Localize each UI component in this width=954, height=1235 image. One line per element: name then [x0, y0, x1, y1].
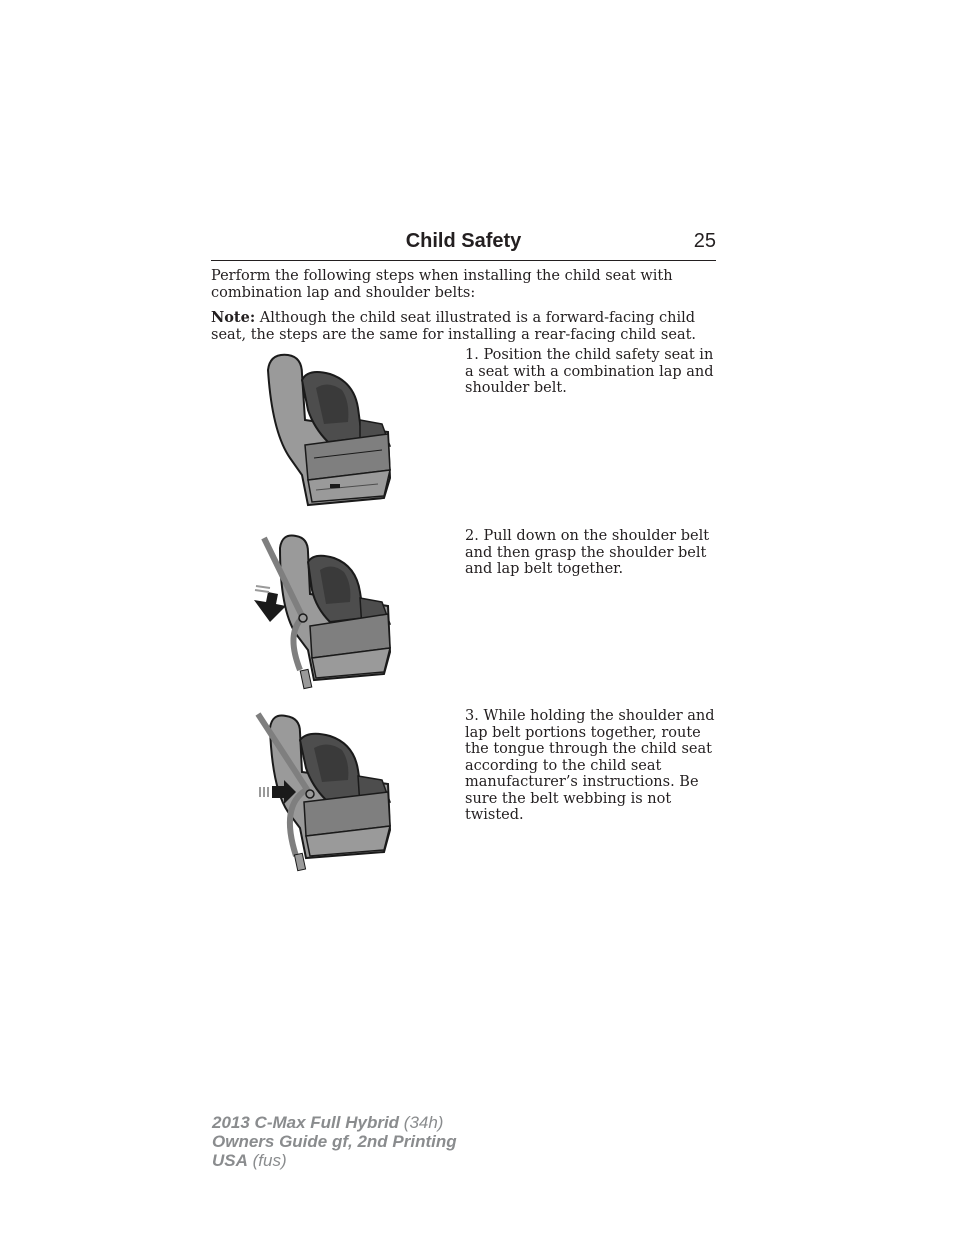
note-text: Although the child seat illustrated is a forward-facing child seat, the steps are the same for installing a rear-facing child seat. [211, 310, 697, 343]
page-number: 25 [693, 230, 716, 252]
page-header [211, 230, 716, 261]
note-label: Note: [211, 309, 256, 326]
footer-line-1 [212, 1113, 457, 1132]
child-seat-illustration-1 [250, 350, 400, 512]
footer-line-3 [212, 1151, 457, 1170]
step-2-text: 2. Pull down on the shoulder belt and then grasp the shoulder belt and lap belt together. [465, 528, 710, 577]
footer-market-code: (fus) [247, 1151, 287, 1170]
footer-line-2: Owners Guide gf, 2nd Printing [212, 1132, 457, 1151]
footer-market: USA [212, 1151, 248, 1170]
footer-model: 2013 C-Max Full Hybrid [212, 1113, 400, 1132]
intro-paragraph: Perform the following steps when installing the child seat with combination lap and shoulder belts: [211, 268, 673, 301]
footer-model-code: (34h) [399, 1113, 444, 1132]
step-3-text: 3. While holding the shoulder and lap belt portions together, route the tongue through the child seat according to the child seat manufacturer’s instructions. Be sure the belt webbing is not twisted. [465, 708, 715, 823]
child-seat-illustration-3 [250, 710, 400, 872]
child-seat-illustration-2 [250, 530, 400, 690]
section-title: Child Safety [405, 230, 522, 252]
document-footer [212, 1113, 457, 1170]
step-1-text: 1. Position the child safety seat in a seat with a combination lap and shoulder belt. [465, 347, 714, 396]
note-paragraph [211, 309, 716, 344]
